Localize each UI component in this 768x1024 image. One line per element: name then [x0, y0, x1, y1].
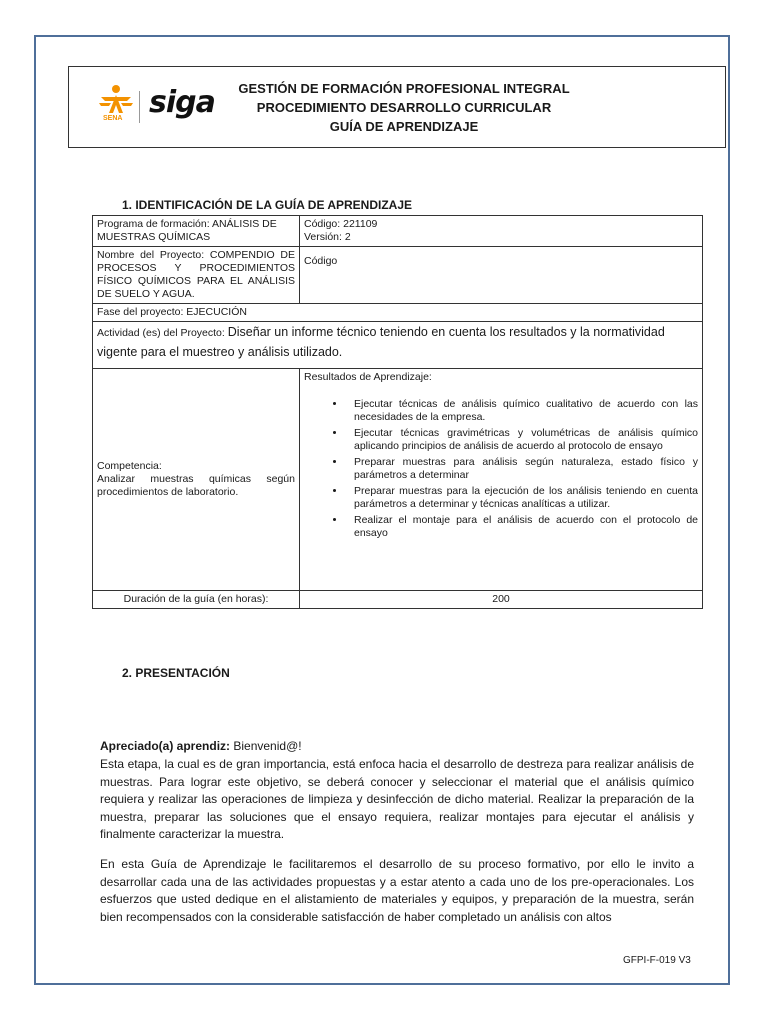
- table-row: [93, 247, 703, 304]
- table-row: [93, 216, 703, 247]
- competencia-text: Analizar muestras químicas según procedimientos de laboratorio.: [97, 473, 295, 498]
- header-line-3: GUÍA DE APRENDIZAJE: [329, 119, 479, 134]
- section-1-title: 1. IDENTIFICACIÓN DE LA GUÍA DE APRENDIZAJE: [122, 198, 413, 212]
- section-2-title: 2. PRESENTACIÓN: [122, 666, 230, 680]
- greeting: [100, 738, 694, 756]
- version-value: Versión: 2: [304, 231, 351, 243]
- actividad-text: Diseñar un informe técnico teniendo en cuenta los resultados y la normatividad vigente para el muestreo y análisis utilizado.: [97, 325, 665, 359]
- header-line-2: PROCEDIMIENTO DESARROLLO CURRICULAR: [256, 100, 552, 115]
- sena-logo-label: SENA: [103, 115, 123, 122]
- codigo2-cell: [300, 247, 703, 304]
- actividad-cell: [93, 322, 703, 369]
- actividad-label: Actividad (es) del Proyecto:: [97, 327, 228, 339]
- codigo-value: Código: 221109: [304, 218, 378, 230]
- paragraph-1: Esta etapa, la cual es de gran importancia, está enfoca hacia el desarrollo de destreza para realizar análisis de muestras. Para lograr este objetivo, se deberá conocer y seleccionar el material que el análisis químico requiera y realizar las operaciones de limpieza y desinfección de dicho material. Realizar la preparación de la muestra, preparar las soluciones que el ensayo requiera, realizar montajes para ejecutar el análisis y finalmente caracterizar la muestra.: [100, 757, 694, 842]
- document-header: [68, 66, 726, 148]
- list-item: • Preparar muestras para la ejecución de los análisis teniendo en cuenta parámetros a determinar y técnicas analíticas a utilizar.: [346, 485, 698, 511]
- table-row: [93, 322, 703, 369]
- competencia-cell: [93, 369, 300, 591]
- logo-separator: [139, 91, 140, 123]
- list-item: • Ejecutar técnicas de análisis químico cualitativo de acuerdo con las necesidades de la empresa.: [346, 398, 698, 424]
- duracion-label-cell: Duración de la guía (en horas):: [93, 591, 300, 609]
- paragraph-2: En esta Guía de Aprendizaje le facilitaremos el desarrollo de su proceso formativo, por ello le invito a desarrollar cada una de las actividades propuestas y a estar atento a cada uno de los pre-operacionales. Los esfuerzos que usted dedique en el alistamiento de materiales y equipos, y preparación de la muestra, serán bien recompensados con la considerable satisfacción de haber completado un análisis con altos: [100, 857, 694, 924]
- resultados-cell: [300, 369, 703, 591]
- list-item: • Preparar muestras para análisis según naturaleza, estado físico y parámetros a determinar: [346, 456, 698, 482]
- greeting-bold: Apreciado(a) aprendiz:: [100, 739, 231, 753]
- header-titles: [219, 79, 589, 136]
- siga-logo-text: siga: [149, 85, 215, 120]
- codigo-cell: [300, 216, 703, 247]
- list-item: • Realizar el montaje para el análisis de acuerdo con el protocolo de ensayo: [346, 514, 698, 540]
- table-row: [93, 304, 703, 322]
- fase-cell: Fase del proyecto: EJECUCIÓN: [93, 304, 703, 322]
- resultados-list: [304, 398, 698, 540]
- programa-cell: Programa de formación: ANÁLISIS DE MUESTRAS QUÍMICAS: [93, 216, 300, 247]
- duracion-value-cell: 200: [300, 591, 703, 609]
- identification-table: [92, 215, 703, 609]
- table-row: [93, 369, 703, 591]
- logo: [97, 83, 215, 131]
- competencia-label: Competencia:: [97, 460, 162, 472]
- footer-code: GFPI-F-019 V3: [623, 955, 691, 966]
- codigo2-value: Código: [304, 255, 338, 267]
- proyecto-cell: Nombre del Proyecto: COMPENDIO DE PROCESOS Y PROCEDIMIENTOS FÍSICO QUÍMICOS PARA EL ANÁLISIS DE SUELO Y AGUA.: [93, 247, 300, 304]
- resultados-title: Resultados de Aprendizaje:: [304, 371, 432, 383]
- header-line-1: GESTIÓN DE FORMACIÓN PROFESIONAL INTEGRAL: [238, 81, 570, 96]
- greeting-rest: Bienvenid@!: [230, 739, 302, 753]
- list-item: • Ejecutar técnicas gravimétricas y volumétricas de análisis químico aplicando principios de análisis de acuerdo al protocolo de ensayo: [346, 427, 698, 453]
- table-row: [93, 591, 703, 609]
